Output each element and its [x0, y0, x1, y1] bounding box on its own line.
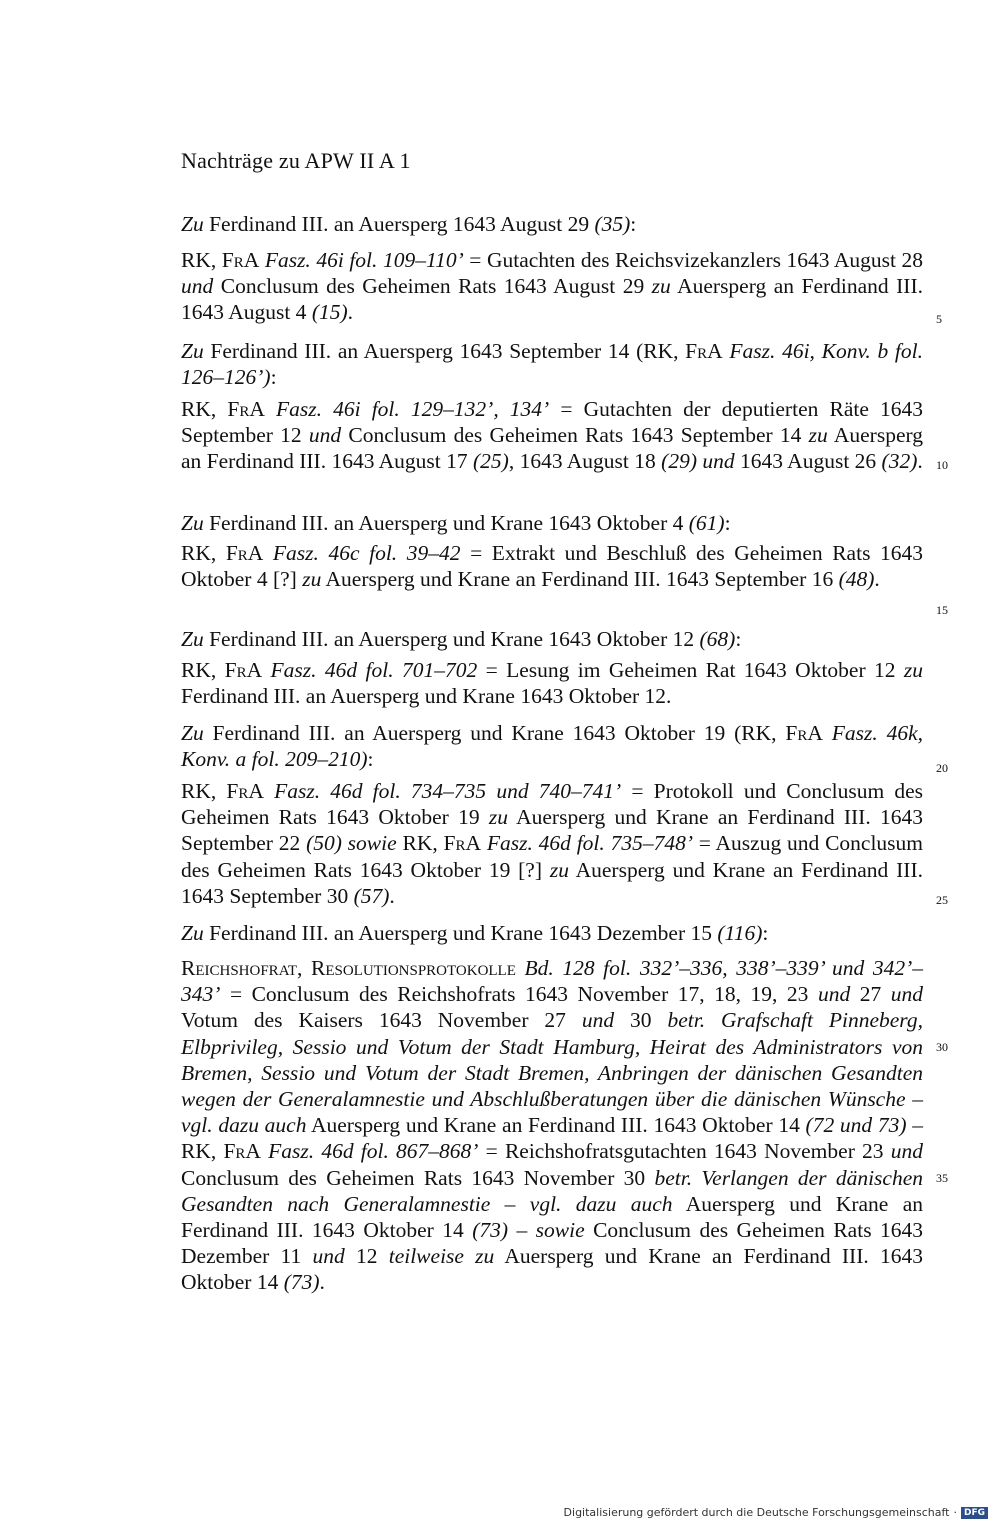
- entry-5-head-part: Ferdinand III. an Auersperg und Krane 1643 Oktober 19 (RK,: [203, 721, 786, 745]
- entry-2-body-part: (32): [881, 449, 918, 474]
- entry-5-body-part: = Auszug und Conclusum des Geheimen Rats 1643 Oktober 19 [?]: [181, 831, 924, 882]
- entry-1-body-part: Fasz. 46i fol. 109–110’: [264, 248, 464, 272]
- entry-6-body-part: Votum des Kaisers 1643 November 27: [181, 1008, 582, 1033]
- entry-5-body: [181, 778, 923, 909]
- entry-3-body-part: [263, 541, 273, 565]
- entry-2-head-part: Fasz. 46i, Konv. b fol. 126–126’): [181, 339, 924, 390]
- entry-4-body-part: RK,: [181, 658, 225, 682]
- entry-6-body-part: Conclusum des Geheimen Rats 1643 Dezember 11: [181, 1218, 924, 1269]
- entry-2-body-part: (25): [473, 449, 509, 474]
- entry-6-body-part: (73): [283, 1270, 320, 1295]
- entry-2-body-part: (29): [661, 449, 697, 474]
- entry-5-body-part: Auersperg und Krane an Ferdinand III. 1643 September 22: [181, 805, 923, 856]
- entry-6-body: [181, 955, 923, 1296]
- entry-2-head: [181, 338, 923, 390]
- entry-5-body-part: .: [389, 883, 395, 908]
- entry-1-body-part: Conclusum des Geheimen Rats 1643 August 29: [213, 274, 652, 299]
- entry-6-body-part: = Reichshofratsgutachten 1643 November 23: [478, 1139, 891, 1164]
- entry-4-head: [181, 626, 923, 652]
- entry-5-body-part: Fasz. 46d fol. 734–735 und 740–741’: [274, 779, 622, 803]
- entry-2-body-part: , 1643 August 18: [508, 449, 662, 474]
- line-number-30: 30: [936, 1040, 948, 1054]
- entry-5-head-part: [823, 721, 832, 745]
- entry-2-body-part: zu: [808, 423, 828, 448]
- entry-6-body-part: Auersperg und Krane an Ferdinand III. 1643 Oktober 14: [181, 1191, 923, 1243]
- entry-6-body-part: betr. Grafschaft Pinneberg, Elbprivileg, Sessio und Votum der Stadt Hamburg, Heirat des Administrators von Bremen, Sessio und Votum der Stadt Bremen, Anbringen der dänischen Gesandten wegen der Generalamnestie und Abschlußberatungen über die dänischen Wünsche – vgl. dazu auch: [181, 1008, 924, 1138]
- entry-2-body-part: 1643 August 26: [734, 449, 882, 474]
- entry-4-body-part: [262, 658, 270, 682]
- footer-text: Digitalisierung gefördert durch die Deutsche Forschungsgemeinschaft: [563, 1506, 950, 1519]
- entry-1-body-part: (15): [311, 300, 348, 325]
- entry-5-head-part: :: [367, 747, 374, 772]
- entry-6-body-part: (73) – sowie: [472, 1218, 585, 1243]
- entry-6-body-part: und: [890, 1139, 923, 1164]
- entry-2-body-part: [265, 397, 276, 421]
- entry-6-body-part: Reichshofrat, Resolutionsprotokolle: [181, 956, 516, 980]
- entry-4-head-part: Ferdinand III. an Auersperg und Krane 1643 Oktober 12: [203, 627, 700, 651]
- entry-6-body-part: 12: [344, 1244, 389, 1269]
- entry-6-body-part: betr. Verlangen der dänischen Gesandten nach Generalamnestie – vgl. dazu auch: [181, 1165, 923, 1216]
- entry-2-head-part: Zu: [181, 339, 204, 363]
- entry-1-head-zu: Zu: [181, 212, 204, 236]
- entry-6-head-part: Ferdinand III. an Auersperg und Krane 1643 Dezember 15: [203, 921, 718, 945]
- entry-6-body-part: und: [312, 1244, 345, 1269]
- entry-1-body-part: Auersperg an Ferdinand III. 1643 August 4: [181, 274, 923, 325]
- entry-6-body-part: Auersperg und Krane an Ferdinand III. 1643 Oktober 14: [306, 1113, 806, 1138]
- entry-2-head-part: FrA: [685, 339, 723, 363]
- entry-6-head: [181, 920, 923, 946]
- entry-3-body-part: FrA: [225, 541, 264, 565]
- entry-1-body-part: zu: [651, 274, 671, 299]
- entry-1-body-part: = Gutachten des Reichsvizekanzlers 1643 August 28: [463, 248, 923, 272]
- entry-3-body-part: RK,: [181, 541, 226, 565]
- entry-2-body-part: FrA: [227, 397, 265, 421]
- entry-1-head-colon: :: [630, 212, 637, 236]
- entry-3-body-part: (48): [838, 567, 875, 592]
- entry-3-body-part: .: [874, 567, 880, 592]
- entry-1-body: [181, 247, 923, 326]
- entry-2-head-part: :: [270, 365, 277, 390]
- entry-2-body-part: und: [702, 449, 735, 474]
- entry-6-head-part: :: [762, 921, 769, 945]
- entry-6-body-part: – RK,: [181, 1113, 923, 1164]
- entry-3-head-part: Ferdinand III. an Auersperg und Krane 1643 Oktober 4: [203, 511, 689, 535]
- entry-3-body-part: = Extrakt und Beschluß des Geheimen Rats 1643 Oktober 4 [?]: [181, 541, 924, 592]
- entry-6-body-part: Fasz. 46d fol. 867–868’: [268, 1139, 479, 1164]
- digitization-footer: [564, 1506, 988, 1519]
- entry-4-body-part: = Lesung im Geheimen Rat 1643 Oktober 12: [477, 658, 904, 682]
- entry-5-head: [181, 720, 923, 772]
- footer-separator: ·: [953, 1506, 957, 1519]
- entry-5-body-part: (57): [353, 883, 390, 908]
- entry-6-body-part: .: [319, 1270, 325, 1295]
- entry-3-head-part: (61): [688, 511, 725, 535]
- entry-6-body-part: und: [817, 982, 851, 1007]
- entry-4-body: [181, 657, 923, 709]
- entry-5-body-part: FrA: [226, 779, 264, 803]
- entry-2-body: [181, 396, 923, 475]
- entry-1-body-part: und: [181, 274, 214, 299]
- entry-2-head-part: Ferdinand III. an Auersperg 1643 September 14 (RK,: [203, 339, 686, 363]
- entry-6-body-part: und: [581, 1008, 615, 1033]
- entry-5-body-part: zu: [488, 805, 509, 830]
- entry-5-body-part: Fasz. 46d fol. 735–748’: [486, 831, 693, 856]
- entry-4-body-part: zu: [903, 658, 924, 682]
- line-number-5: 5: [936, 312, 942, 326]
- entry-6-body-part: Bd. 128 fol. 332’–336, 338’–339’ und 342’–343’: [181, 956, 923, 1007]
- entry-5-body-part: RK,: [181, 779, 227, 803]
- entry-5-body-part: RK,: [396, 831, 444, 856]
- entry-3-body: [181, 540, 923, 592]
- entry-5-body-part: FrA: [443, 831, 482, 856]
- entry-1-body-part: .: [347, 300, 354, 325]
- entry-5-head-part: Fasz. 46k, Konv. a fol. 209–210): [181, 721, 924, 772]
- line-number-25: 25: [936, 893, 948, 907]
- entry-6-head-part: (116): [717, 921, 763, 945]
- entry-1-body-part: RK,: [181, 248, 222, 272]
- line-number-20: 20: [936, 761, 948, 775]
- entry-5-body-part: [264, 779, 274, 803]
- entry-1-head: [181, 211, 923, 237]
- entry-3-body-part: Fasz. 46c fol. 39–42: [272, 541, 461, 565]
- entry-6-body-part: 30: [614, 1008, 668, 1033]
- entry-1-body-part: FrA: [221, 248, 260, 272]
- entry-1-head-title: Ferdinand III. an Auersperg 1643 August 29: [203, 212, 595, 236]
- entry-6-body-part: Conclusum des Geheimen Rats 1643 November 30: [181, 1165, 655, 1190]
- entry-4-head-part: :: [735, 627, 742, 651]
- line-number-35: 35: [936, 1171, 948, 1185]
- entry-4-body-part: Ferdinand III. an Auersperg und Krane 1643 Oktober 12.: [181, 684, 672, 709]
- line-number-15: 15: [936, 603, 948, 617]
- entry-2-body-part: .: [917, 449, 923, 474]
- line-number-10: 10: [936, 458, 948, 472]
- entry-4-body-part: FrA: [224, 658, 263, 682]
- entry-3-head-part: :: [724, 511, 731, 535]
- entry-6-head-part: Zu: [181, 921, 204, 945]
- page-heading: Nachträge zu APW II A 1: [181, 148, 411, 173]
- entry-2-body-part: Fasz. 46i fol. 129–132’, 134’: [276, 397, 550, 421]
- entry-2-body-part: und: [308, 423, 342, 448]
- entry-1-head-ref: (35): [594, 212, 631, 236]
- entry-3-body-part: zu: [302, 567, 322, 592]
- dfg-logo-icon: DFG: [961, 1507, 988, 1519]
- entry-5-body-part: = Protokoll und Conclusum des Geheimen Rats 1643 Oktober 19: [181, 779, 924, 830]
- entry-5-body-part: zu: [549, 857, 569, 882]
- entry-6-body-part: 27: [850, 982, 891, 1007]
- entry-2-body-part: RK,: [181, 397, 228, 421]
- entry-6-body-part: FrA: [223, 1139, 261, 1164]
- entry-2-body-part: = Gutachten der deputierten Räte 1643 September 12: [181, 397, 924, 448]
- entry-4-body-part: Fasz. 46d fol. 701–702: [270, 658, 478, 682]
- entry-5-body-part: Auersperg und Krane an Ferdinand III. 1643 September 30: [181, 857, 923, 908]
- entry-4-head-part: (68): [699, 627, 736, 651]
- entry-5-body-part: (50) sowie: [306, 831, 397, 856]
- entry-6-body-part: teilweise zu: [388, 1244, 495, 1269]
- entry-3-head: [181, 510, 923, 536]
- entry-4-head-part: Zu: [181, 627, 204, 651]
- entry-2-body-part: Conclusum des Geheimen Rats 1643 September 14: [341, 423, 809, 448]
- entry-2-body-part: Auersperg an Ferdinand III. 1643 August 17: [181, 423, 924, 474]
- entry-6-body-part: und: [890, 982, 924, 1007]
- entry-5-head-part: Zu: [181, 721, 204, 745]
- entry-3-head-part: Zu: [181, 511, 204, 535]
- entry-6-body-part: Auersperg und Krane an Ferdinand III. 1643 Oktober 14: [181, 1244, 923, 1295]
- entry-6-body-part: (72 und 73): [805, 1113, 907, 1138]
- entry-3-body-part: Auersperg und Krane an Ferdinand III. 1643 September 16: [321, 567, 839, 592]
- entry-5-head-part: FrA: [785, 721, 823, 745]
- entry-6-body-part: = Conclusum des Reichshofrats 1643 November 17, 18, 19, 23: [220, 982, 818, 1007]
